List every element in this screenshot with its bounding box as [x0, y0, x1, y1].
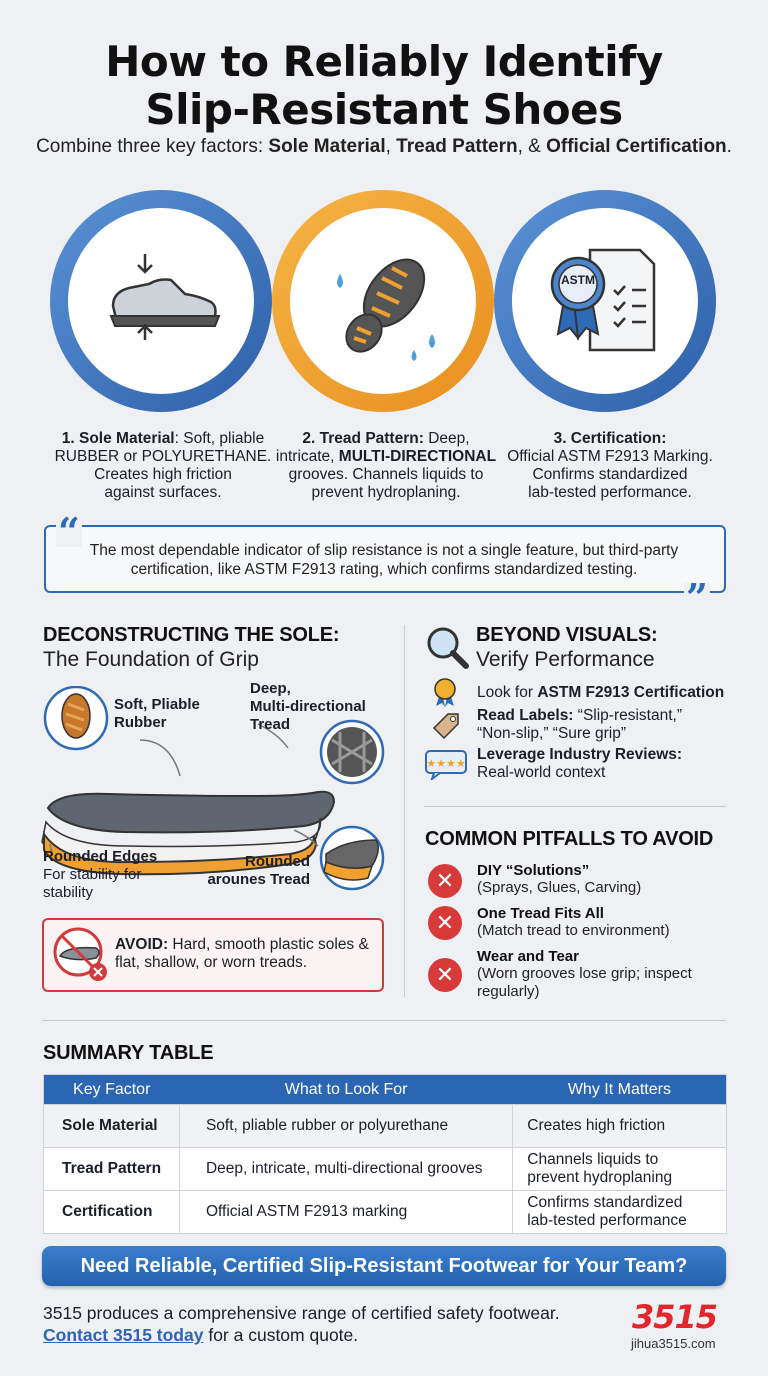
beyond-subheading: Verify Performance	[476, 648, 655, 671]
factor-text-bold: MULTI-DIRECTIONAL	[338, 448, 497, 465]
table-cell	[513, 1105, 727, 1148]
cell-line: Creates high friction	[527, 1117, 666, 1134]
factor-ring-tread	[272, 190, 494, 412]
label-line: For stability for	[43, 866, 142, 883]
brand-url: jihua3515.com	[631, 1336, 716, 1351]
factor-ring-sole	[50, 190, 272, 412]
subtitle-key-tread: Tread Pattern	[396, 136, 518, 157]
table-cell	[513, 1148, 727, 1191]
label-rounded-edges	[43, 848, 157, 902]
factor-text: lab-tested performance.	[528, 484, 692, 501]
factor-text: RUBBER or POLYURETHANE.	[54, 448, 272, 465]
brand-logo: 3515	[632, 1298, 718, 1336]
table-cell: Official ASTM F2913 marking	[179, 1191, 512, 1234]
factor-text: grooves. Channels liquids to	[288, 466, 484, 483]
avoid-text	[115, 936, 369, 972]
footer-text	[43, 1302, 560, 1346]
factor-heading: 1. Sole Material	[61, 430, 175, 447]
page-title	[0, 38, 768, 134]
table-row	[44, 1191, 727, 1234]
beyond-heading: BEYOND VISUALS:	[476, 624, 658, 646]
pitfall-sub: (Sprays, Glues, Carving)	[477, 879, 642, 896]
factor-text: intricate,	[275, 448, 339, 465]
page-subtitle	[0, 136, 768, 158]
pitfalls-heading: COMMON PITFALLS TO AVOID	[425, 828, 714, 850]
pitfall-sub: (Match tread to environment)	[477, 922, 670, 939]
cta-banner[interactable]: Need Reliable, Certified Slip-Resistant Footwear for Your Team?	[42, 1246, 726, 1286]
label-line: Rounded	[245, 853, 310, 870]
subtitle-prefix: Combine three key factors:	[36, 136, 269, 157]
factor-text: : Soft, pliable	[174, 430, 265, 447]
table-cell: Deep, intricate, multi-directional grooves	[179, 1148, 512, 1191]
factor-text: Official ASTM F2913 Marking.	[507, 448, 713, 465]
label-line: Tread	[250, 716, 291, 733]
cell-line: Confirms standardized	[527, 1194, 683, 1211]
table-cell: Certification	[44, 1191, 180, 1234]
beyond-item-labels	[477, 707, 682, 743]
column-header: What to Look For	[179, 1075, 512, 1105]
label-line: Rubber	[114, 714, 167, 731]
seal-text: ASTM	[561, 273, 595, 287]
cell-line: prevent hydroplaning	[527, 1169, 673, 1186]
beyond-item-bold: ASTM F2913 Certification	[537, 684, 725, 701]
beyond-item-text: “Slip-resistant,”	[573, 707, 683, 724]
label-line: stability	[43, 884, 94, 901]
column-header: Why It Matters	[513, 1075, 727, 1105]
footer-line: 3515 produces a comprehensive range of certified safety footwear.	[43, 1303, 560, 1323]
beyond-item-text: Look for	[477, 684, 538, 701]
factor-text: Creates high friction	[94, 466, 232, 483]
quote-close-mark: ”	[686, 575, 708, 620]
table-cell: Sole Material	[44, 1105, 180, 1148]
column-header: Key Factor	[44, 1075, 180, 1105]
table-cell: Tread Pattern	[44, 1148, 180, 1191]
table-cell: Soft, pliable rubber or polyurethane	[179, 1105, 512, 1148]
table-row	[44, 1148, 727, 1191]
pitfall-sub: regularly)	[477, 983, 540, 1000]
sole-heading: DECONSTRUCTING THE SOLE:	[43, 624, 340, 646]
x-icon: ✕	[428, 958, 462, 992]
factor-cert-text	[496, 430, 724, 502]
subtitle-key-cert: Official Certification	[546, 136, 727, 157]
quote-line: The most dependable indicator of slip resistance is not a single feature, but third-party	[89, 542, 679, 559]
review-stars-icon	[424, 748, 468, 780]
pitfall-item	[477, 905, 670, 940]
column-divider	[404, 625, 405, 997]
pitfall-item	[477, 948, 692, 1001]
magnifier-icon	[424, 624, 472, 672]
tread-sole-icon	[322, 238, 452, 368]
factor-text: Confirms standardized	[532, 466, 688, 483]
factor-text: prevent hydroplaning.	[311, 484, 461, 501]
factor-tread-text	[272, 430, 500, 502]
beyond-item-reviews	[477, 746, 682, 782]
tag-icon	[430, 710, 462, 742]
quote-line: certification, like ASTM F2913 rating, which confirms standardized testing.	[130, 561, 638, 578]
no-plastic-sole-icon	[50, 926, 114, 986]
factor-heading: 2. Tread Pattern:	[302, 430, 424, 447]
pitfall-sub: (Worn grooves lose grip; inspect	[477, 965, 692, 982]
subtitle-sep: ,	[385, 136, 397, 157]
beyond-item-cert	[477, 684, 724, 702]
subtitle-sep: , &	[517, 136, 547, 157]
svg-text:★★★★: ★★★★	[426, 757, 466, 770]
x-icon: ✕	[428, 864, 462, 898]
quote-text	[56, 541, 712, 579]
label-soft-rubber	[114, 696, 200, 732]
beyond-item-bold: Read Labels:	[477, 707, 574, 724]
factor-heading: 3. Certification:	[553, 430, 667, 447]
factor-text: Deep,	[423, 430, 470, 447]
label-line: Deep,	[250, 680, 291, 697]
avoid-line: Hard, smooth plastic soles &	[168, 936, 369, 953]
page-title-line2: Slip-Resistant Shoes	[145, 85, 623, 134]
pitfall-title: One Tread Fits All	[477, 905, 604, 922]
summary-table	[43, 1074, 727, 1234]
cell-line: lab-tested performance	[527, 1212, 687, 1229]
beyond-item-bold: Leverage Industry Reviews:	[477, 746, 683, 763]
label-deep-tread	[250, 680, 366, 734]
factor-sole-text	[48, 430, 278, 502]
beyond-item-text: “Non-slip,” “Sure grip”	[477, 725, 627, 742]
cell-line: Channels liquids to	[527, 1151, 659, 1168]
page-title-line1: How to Reliably Identify	[105, 37, 663, 86]
sole-subheading: The Foundation of Grip	[43, 648, 259, 671]
quote-open-mark: “	[58, 509, 80, 554]
contact-link[interactable]: Contact 3515 today	[43, 1325, 204, 1345]
table-row	[44, 1105, 727, 1148]
avoid-line: flat, shallow, or worn treads.	[115, 954, 308, 971]
factor-text: against surfaces.	[104, 484, 222, 501]
pitfall-title: DIY “Solutions”	[477, 862, 590, 879]
shoe-icon	[105, 250, 225, 350]
label-line: Soft, Pliable	[114, 696, 200, 713]
pitfall-item	[477, 862, 641, 897]
summary-heading: SUMMARY TABLE	[43, 1042, 214, 1064]
label-line: Multi-directional	[250, 698, 366, 715]
label-rounded-tread	[204, 853, 310, 889]
certificate-icon	[542, 240, 672, 370]
table-cell	[513, 1191, 727, 1234]
avoid-label: AVOID:	[115, 936, 169, 953]
section-divider	[42, 1020, 726, 1021]
pitfall-title: Wear and Tear	[477, 948, 579, 965]
section-divider	[424, 806, 726, 807]
factor-ring-cert	[494, 190, 716, 412]
label-line: arounes Tread	[207, 871, 310, 888]
label-line: Rounded Edges	[43, 848, 158, 865]
medal-icon	[430, 676, 460, 708]
beyond-item-text: Real-world context	[477, 764, 606, 781]
table-header-row	[44, 1075, 727, 1105]
x-icon: ✕	[428, 906, 462, 940]
footer-line: for a custom quote.	[203, 1325, 359, 1345]
subtitle-end: .	[726, 136, 732, 157]
subtitle-key-sole: Sole Material	[268, 136, 386, 157]
